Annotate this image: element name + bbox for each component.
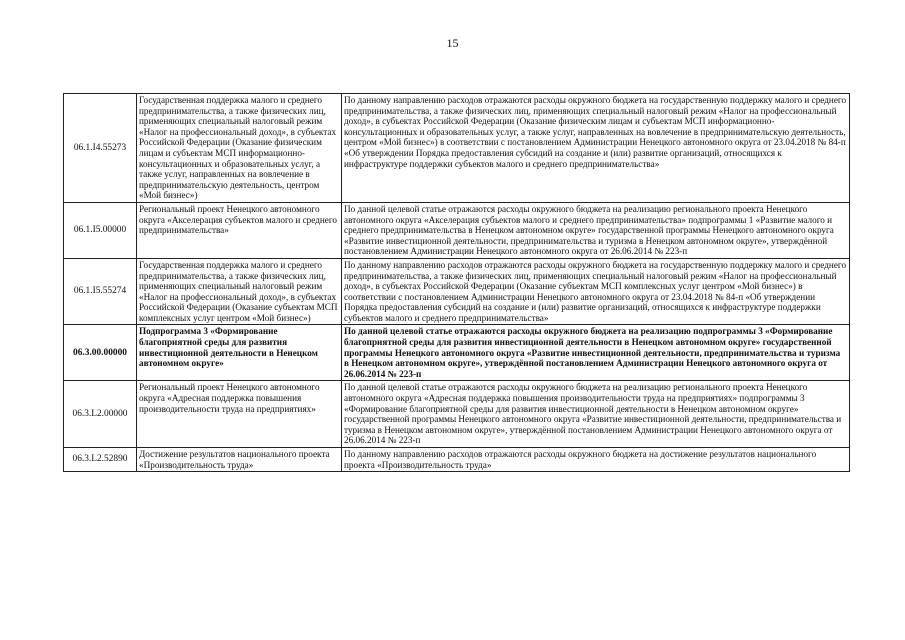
row-description: По данному направлению расходов отражаются расходы окружного бюджета на государственную поддержку малого и среднего предпринимательства, а также физических лиц, применяющих специальный налоговый режим «Налог на профессиональный доход», в субъектах Российской Федерации (Оказание субъектам МСП комплексных услуг центром «Мой бизнес») в соответствии с постановлением Администрации Ненецкого автономного округа от 23.04.2018 № 84-п «Об утверждении Порядка предоставления субсидий на создание и (или) развитие организаций, относящихся к инфраструктуре поддержки субъектов малого и среднего предпринимательства»	[342, 258, 850, 325]
row-code: 06.3.00.00000	[64, 325, 137, 381]
row-code: 06.1.I5.00000	[64, 202, 137, 258]
table-row	[64, 381, 850, 448]
row-description: По данной целевой статье отражаются расходы окружного бюджета на реализацию подпрограммы 3 «Формирование благоприятной среды для развития инвестиционной деятельности в Ненецком автономном округе» государственной программы Ненецкого автономного округа «Развитие инвестиционной деятельности, предпринимательства и туризма в Ненецком автономном округе», утверждённой постановлением Администрации Ненецкого автономного округа от 26.06.2014 № 223-п	[342, 325, 850, 381]
table-row	[64, 258, 850, 325]
row-description: По данному направлению расходов отражаются расходы окружного бюджета на государственную поддержку малого и среднего предпринимательства, а также физических лиц, применяющих специальный налоговый режим «Налог на профессиональный доход», в субъектах Российской Федерации (Оказание физическим лицам и субъектам МСП информационно-консультационных и образовательных услуг, а также услуг, направленных на вовлечение в предпринимательскую деятельность, центром «Мой бизнес») в соответствии с постановлением Администрации Ненецкого автономного округа от 23.04.2018 № 84-п «Об утверждении Порядка предоставления субсидий на создание и (или) развитие организаций, относящихся к инфраструктуре поддержки субъектов малого и среднего предпринимательства»	[342, 94, 850, 203]
row-code: 06.1.I4.55273	[64, 94, 137, 203]
row-code: 06.3.L2.52890	[64, 448, 137, 472]
row-name: Региональный проект Ненецкого автономного округа «Акселерация субъектов малого и среднего предпринимательства»	[137, 202, 342, 258]
row-name: Государственная поддержка малого и среднего предпринимательства, а также физических лиц, применяющих специальный налоговый режим «Налог на профессиональный доход», в субъектах Российской Федерации (Оказание физическим лицам и субъектам МСП информационно-консультационных и образовательных услуг, а также услуг, направленных на вовлечение в предпринимательскую деятельность, центром «Мой бизнес»)	[137, 94, 342, 203]
row-description: По данному направлению расходов отражаются расходы окружного бюджета на достижение результатов национального проекта «Производительность труда»	[342, 448, 850, 472]
row-description: По данной целевой статье отражаются расходы окружного бюджета на реализацию регионального проекта Ненецкого автономного округа «Акселерация субъектов малого и среднего предпринимательства» подпрограммы 1 «Развитие малого и среднего предпринимательства в Ненецком автономном округе» государственной программы Ненецкого автономного округа «Развитие инвестиционной деятельности, предпринимательства и туризма в Ненецком автономном округе», утверждённой постановлением Администрации Ненецкого автономного округа от 26.06.2014 № 223-п	[342, 202, 850, 258]
row-name: Подпрограмма 3 «Формирование благоприятной среды для развития инвестиционной деятельности в Ненецком автономном округе»	[137, 325, 342, 381]
row-description: По данной целевой статье отражаются расходы окружного бюджета на реализацию регионального проекта Ненецкого автономного округа «Адресная поддержка повышения производительности труда на предприятиях» подпрограммы 3 «Формирование благоприятной среды для развития инвестиционной деятельности в Ненецком автономном округе» государственной программы Ненецкого автономного округа «Развитие инвестиционной деятельности, предпринимательства и туризма в Ненецком автономном округе», утверждённой постановлением Администрации Ненецкого автономного округа от 26.06.2014 № 223-п	[342, 381, 850, 448]
table-row-subprogram	[64, 325, 850, 381]
page-number: 15	[446, 36, 459, 50]
row-code: 06.1.I5.55274	[64, 258, 137, 325]
row-code: 06.3.L2.00000	[64, 381, 137, 448]
budget-classification-table	[63, 93, 850, 472]
table-row	[64, 94, 850, 203]
row-name: Региональный проект Ненецкого автономного округа «Адресная поддержка повышения производительности труда на предприятиях»	[137, 381, 342, 448]
table-row	[64, 448, 850, 472]
row-name: Достижение результатов национального проекта «Производительность труда»	[137, 448, 342, 472]
table-row	[64, 202, 850, 258]
row-name: Государственная поддержка малого и среднего предпринимательства, а также физических лиц, применяющих специальный налоговый режим «Налог на профессиональный доход», в субъектах Российской Федерации (Оказание субъектам МСП комплексных услуг центром «Мой бизнес»)	[137, 258, 342, 325]
